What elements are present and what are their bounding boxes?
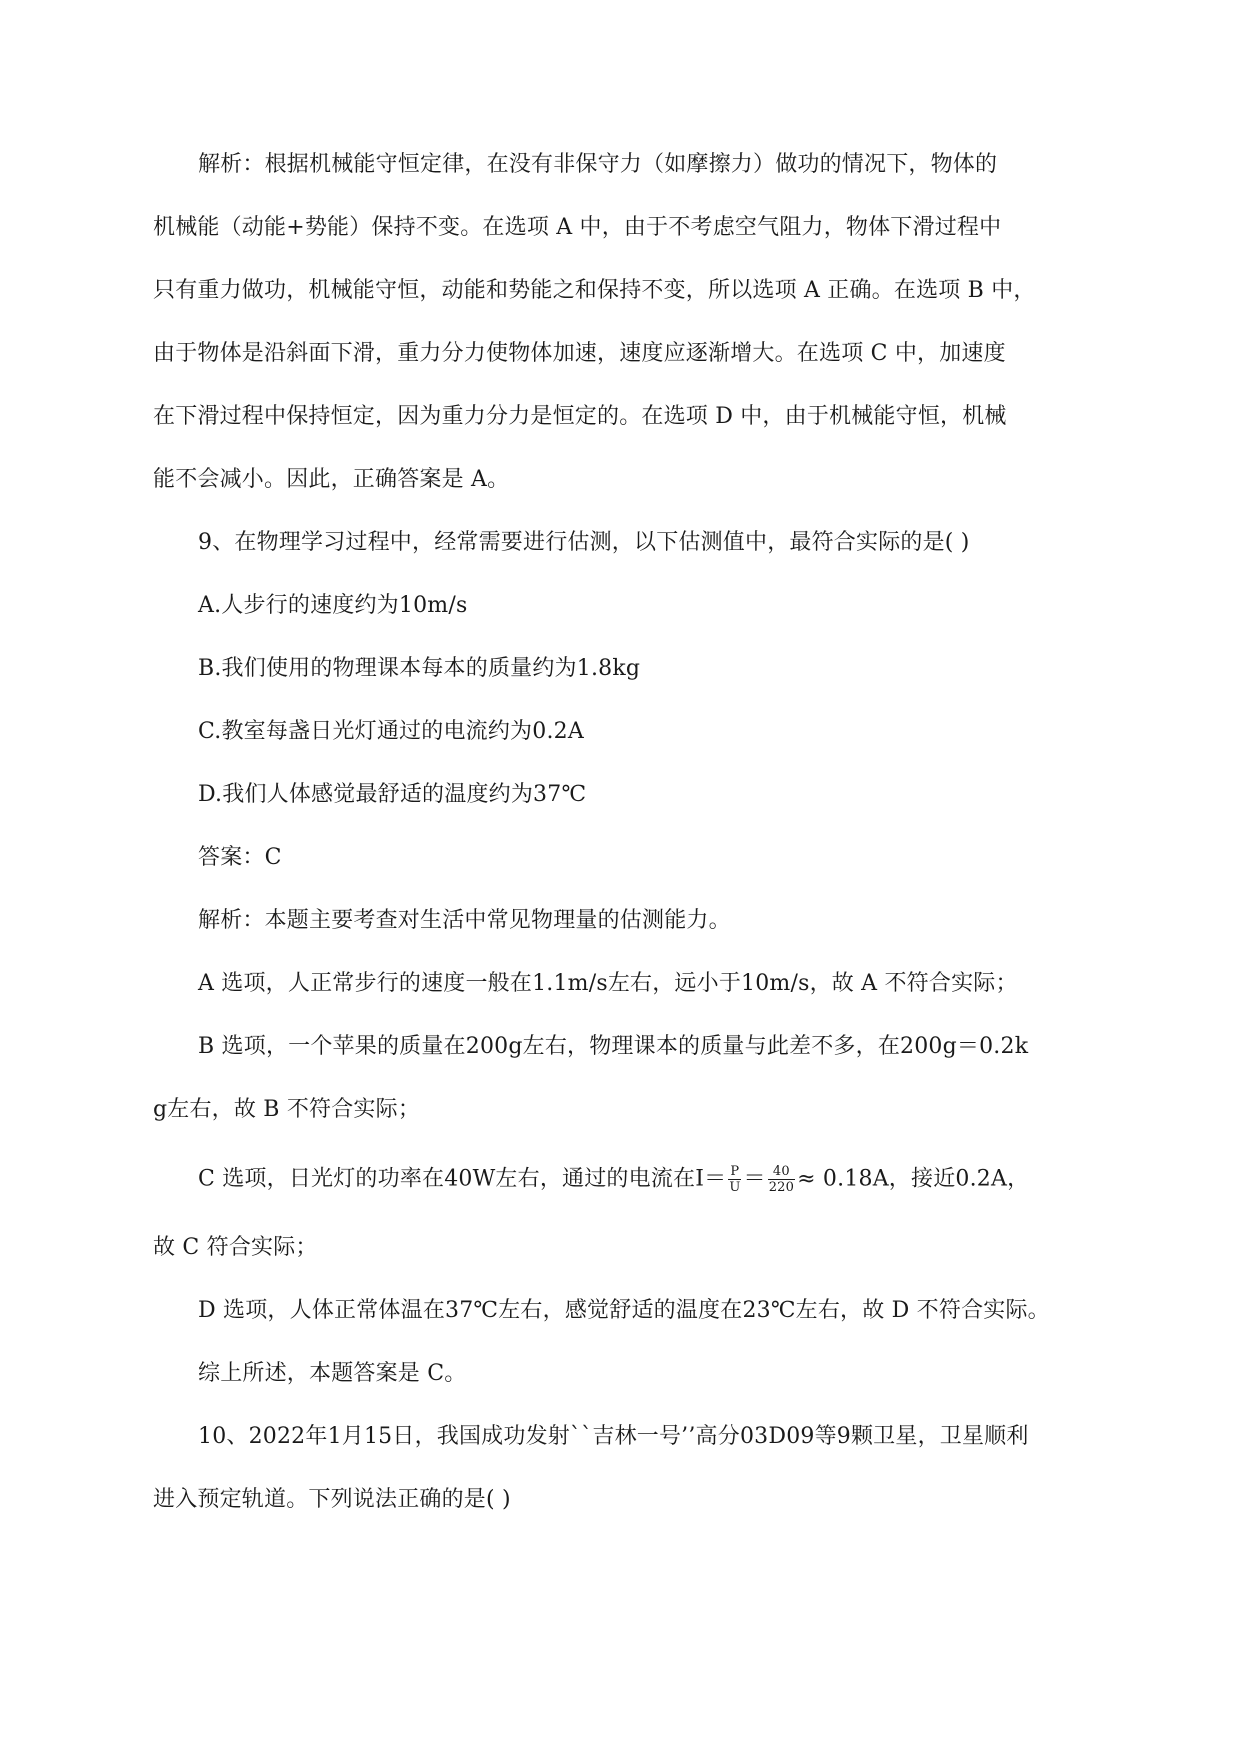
analysis-option-a: A 选项，人正常步行的速度一般在1.1m/s左右，远小于10m/s，故 A 不符合实际； [198, 971, 1018, 996]
formula-text-after: ≈ 0.18A，接近0.2A， [797, 1166, 1030, 1192]
summary-line: 综上所述，本题答案是 C。 [198, 1361, 467, 1386]
option-d: D.我们人体感觉最舒适的温度约为37℃ [198, 782, 587, 807]
option-c: C.教室每盏日光灯通过的电流约为0.2A [198, 719, 584, 744]
fraction-40-over-220 [768, 1164, 795, 1195]
question-stem: 10、2022年1月15日，我国成功发射``吉林一号’’高分03D09等9颗卫星，卫星顺利 [198, 1424, 1029, 1449]
analysis-option-c [198, 1164, 1029, 1195]
formula-text-before: C 选项，日光灯的功率在40W左右，通过的电流在I＝ [198, 1166, 727, 1192]
option-b: B.我们使用的物理课本每本的质量约为1.8kg [198, 656, 641, 681]
paragraph-line: 由于物体是沿斜面下滑，重力分力使物体加速，速度应逐渐增大。在选项 C 中，加速度 [153, 341, 1006, 366]
paragraph-line: 能不会减小。因此，正确答案是 A。 [153, 467, 510, 492]
paragraph-line: 在下滑过程中保持恒定，因为重力分力是恒定的。在选项 D 中，由于机械能守恒，机械 [153, 404, 1007, 429]
answer-line: 答案：C [198, 845, 282, 870]
paragraph-line: 机械能（动能+势能）保持不变。在选项 A 中，由于不考虑空气阻力，物体下滑过程中 [153, 215, 1002, 240]
fraction-denominator: U [729, 1180, 741, 1195]
paragraph-line: 解析：根据机械能守恒定律，在没有非保守力（如摩擦力）做功的情况下，物体的 [198, 152, 998, 177]
fraction-numerator: P [728, 1164, 741, 1180]
fraction-numerator: 40 [768, 1164, 795, 1180]
fraction-p-over-u [728, 1164, 741, 1195]
equals-sign: ＝ [743, 1166, 766, 1192]
fraction-denominator: 220 [768, 1180, 795, 1195]
option-a: A.人步行的速度约为10m/s [198, 593, 468, 618]
paragraph-line: g左右，故 B 不符合实际； [153, 1097, 421, 1122]
analysis-line: 解析：本题主要考查对生活中常见物理量的估测能力。 [198, 908, 731, 933]
question-stem: 9、在物理学习过程中，经常需要进行估测，以下估测值中，最符合实际的是( ) [198, 530, 970, 555]
analysis-option-b: B 选项，一个苹果的质量在200g左右，物理课本的质量与此差不多，在200g＝0.2k [198, 1034, 1029, 1059]
paragraph-line: 故 C 符合实际； [153, 1235, 318, 1260]
paragraph-line: 进入预定轨道。下列说法正确的是( ) [153, 1487, 511, 1512]
paragraph-line: 只有重力做功，机械能守恒，动能和势能之和保持不变，所以选项 A 正确。在选项 B 中， [153, 278, 1036, 303]
analysis-option-d: D 选项，人体正常体温在37℃左右，感觉舒适的温度在23℃左右，故 D 不符合实际。 [198, 1298, 1050, 1323]
